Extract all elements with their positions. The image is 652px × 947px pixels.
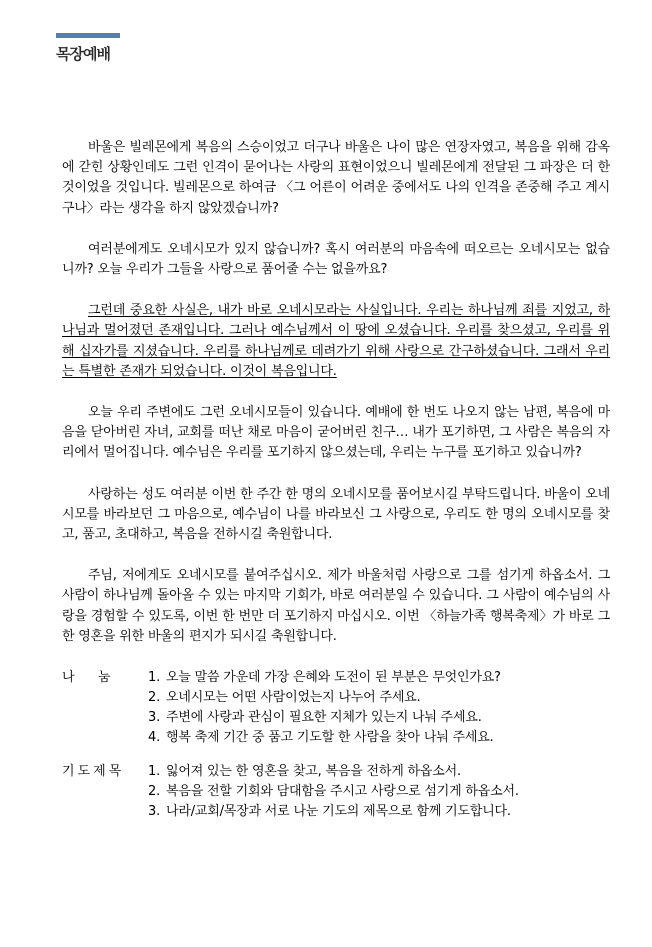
- header-accent-bar: [56, 33, 120, 38]
- paragraph-6: 주님, 저에게도 오네시모를 붙여주십시오. 제가 바울처럼 사랑으로 그를 섬기게 하옵소서. 그 사람이 하나님께 돌아올 수 있는 마지막 기회가, 바로 여러분일 수 있습니다. 그 사람이 예수님의 사랑을 경험할 수 있도록, 이번 한 번만 더 포기하지 마십시오. 이번 〈하늘가족 행복축제〉가 바로 그 한 영혼을 위한 바울의 편지가 되시길 축원합니다.: [62, 568, 610, 644]
- item-number: 1.: [148, 764, 161, 780]
- sharing-item: [148, 688, 610, 708]
- item-text: 행복 축제 기간 중 품고 기도할 한 사람을 찾아 나눠 주세요.: [166, 730, 494, 746]
- paragraph-2: 여러분에게도 오네시모가 있지 않습니까? 혹시 여러분의 마음속에 떠오르는 오네시모는 없습니까? 오늘 우리가 그들을 사랑으로 품어줄 수는 없을까요?: [62, 241, 610, 278]
- page-title: 목장예배: [56, 45, 110, 63]
- item-text: 잃어져 있는 한 영혼을 찾고, 복음을 전하게 하옵소서.: [166, 764, 461, 780]
- paragraph-1: 바울은 빌레몬에게 복음의 스승이었고 더구나 바울은 나이 많은 연장자였고, 복음을 위해 감옥에 갇힌 상황인데도 그런 인격이 묻어나는 사랑의 표현이었으니 빌레몬에게 전달된 그 파장은 더 한 것이었을 것입니다. 빌레몬으로 하여금 〈그 어른이 어려운 중에서도 나의 인격을 존중해 주고 계시구나〉라는 생각을 하지 않았겠습니까?: [62, 140, 610, 216]
- item-number: 3.: [148, 804, 161, 820]
- paragraph-5: 사랑하는 성도 여러분 이번 한 주간 한 명의 오네시모를 품어보시길 부탁드립니다. 바울이 오네시모를 바라보던 그 마음으로, 예수님이 나를 바라보신 그 사랑으로, 우리도 한 명의 오네시모를 찾고, 품고, 초대하고, 복음을 전하시길 축원합니다.: [62, 486, 610, 543]
- paragraph-4: 오늘 우리 주변에도 그런 오네시모들이 있습니다. 예배에 한 번도 나오지 않는 남편, 복음에 마음을 닫아버린 자녀, 교회를 떠난 채로 마음이 굳어버린 친구… 내가 포기하면, 그 사람은 복음의 자리에서 멀어집니다. 예수님은 우리를 포기하지 않으셨는데, 우리는 누구를 포기하고 있습니까?: [62, 405, 610, 461]
- sharing-section: [62, 668, 610, 748]
- item-text: 오네시모는 어떤 사람이었는지 나누어 주세요.: [166, 690, 421, 706]
- sharing-list: [148, 668, 610, 748]
- sermon-content: [62, 138, 610, 822]
- sharing-item: [148, 668, 610, 688]
- item-text: 주변에 사랑과 관심이 필요한 지체가 있는지 나눠 주세요.: [166, 710, 482, 726]
- item-number: 1.: [148, 670, 161, 686]
- item-number: 3.: [148, 710, 161, 726]
- prayer-list: [148, 762, 610, 822]
- prayer-label: 기도제목: [62, 764, 125, 780]
- item-text: 오늘 말씀 가운데 가장 은혜와 도전이 된 부분은 무엇인가요?: [166, 670, 501, 686]
- prayer-item: [148, 802, 610, 822]
- sharing-label: 나 눔: [62, 670, 111, 686]
- item-text: 복음을 전할 기회와 담대함을 주시고 사랑으로 섬기게 하옵소서.: [166, 784, 519, 800]
- item-number: 2.: [148, 690, 161, 706]
- item-number: 2.: [148, 784, 161, 800]
- item-number: 4.: [148, 730, 161, 746]
- prayer-item: [148, 762, 610, 782]
- item-text: 나라/교회/목장과 서로 나눈 기도의 제목으로 함께 기도합니다.: [166, 804, 511, 820]
- sharing-item: [148, 728, 610, 748]
- paragraph-3-gospel: 그런데 중요한 사실은, 내가 바로 오네시모라는 사실입니다. 우리는 하나님께 죄를 지었고, 하나님과 멀어졌던 존재입니다. 그러나 예수님께서 이 땅에 오셨습니다. 우리를 찾으셨고, 우리를 위해 십자가를 지셨습니다. 우리를 하나님께로 데려가기 위해 사랑으로 간구하셨습니다. 그래서 우리는 특별한 존재가 되었습니다. 이것이 복음입니다.: [62, 303, 610, 379]
- prayer-item: [148, 782, 610, 802]
- prayer-section: [62, 762, 610, 822]
- sharing-item: [148, 708, 610, 728]
